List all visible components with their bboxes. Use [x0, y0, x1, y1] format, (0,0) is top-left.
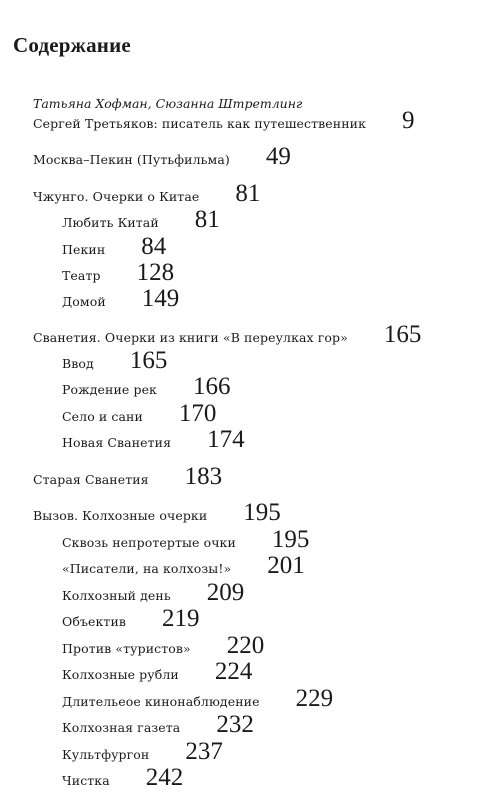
toc-entry-title: Колхозная газета: [62, 720, 181, 735]
toc-entry[interactable]: [62, 374, 230, 399]
toc-entry[interactable]: [33, 181, 260, 206]
toc-entry[interactable]: [33, 500, 281, 525]
toc-entry-page: 165: [383, 321, 422, 348]
toc-entry[interactable]: [62, 765, 183, 790]
toc-entry-preface[interactable]: [33, 108, 415, 133]
toc-entry-title: Театр: [62, 268, 101, 283]
toc-entry[interactable]: [62, 207, 220, 232]
toc-entry-title: Рождение рек: [62, 382, 157, 397]
toc-entry-page: 229: [295, 685, 334, 712]
toc-entry-page: 49: [265, 143, 291, 170]
toc-entry[interactable]: [62, 712, 254, 737]
toc-entry-title: Чжунго. Очерки о Китае: [33, 189, 200, 204]
toc-entry-title: Против «туристов»: [62, 641, 191, 656]
toc-entry-title: Домой: [62, 294, 106, 309]
toc-entry[interactable]: [33, 464, 222, 489]
toc-entry[interactable]: [62, 580, 244, 605]
toc-entry-title: Колхозные рубли: [62, 667, 179, 682]
toc-entry-title: Чистка: [62, 773, 110, 788]
toc-entry-page: 237: [185, 738, 223, 765]
toc-entry[interactable]: [62, 427, 245, 452]
page-title: Содержание: [13, 33, 131, 57]
toc-entry-page: 170: [178, 400, 217, 427]
toc-entry-page: 165: [129, 347, 168, 374]
toc-entry-title: Вызов. Колхозные очерки: [33, 508, 208, 523]
toc-entry[interactable]: [62, 401, 216, 426]
toc-entry[interactable]: [62, 686, 333, 711]
toc-entry[interactable]: [62, 659, 252, 684]
toc-entry-title: Культфургон: [62, 747, 150, 762]
toc-entry[interactable]: [33, 144, 291, 169]
toc-entry-page: 224: [214, 658, 253, 685]
toc-entry-page: 232: [216, 711, 254, 738]
toc-entry[interactable]: [62, 553, 305, 578]
toc-entry-title: «Писатели, на колхозы!»: [62, 561, 232, 576]
toc-entry[interactable]: [62, 633, 264, 658]
toc-entry-title: Новая Сванетия: [62, 435, 172, 450]
toc-entry-title: Ввод: [62, 356, 94, 371]
toc-entry-title: Сванетия. Очерки из книги «В переулках гор»: [33, 330, 348, 345]
toc-entry[interactable]: [33, 322, 421, 347]
toc-entry-title: Объектив: [62, 614, 127, 629]
toc-entry-title: Колхозный день: [62, 588, 171, 603]
toc-entry-page: 242: [145, 764, 184, 791]
toc-entry-page: 220: [226, 632, 265, 659]
toc-entry[interactable]: [62, 348, 167, 373]
toc-entry-page: 9: [402, 107, 415, 134]
toc-entry-page: 149: [141, 285, 180, 312]
toc-entry-title: Любить Китай: [62, 215, 159, 230]
toc-entry-page: 81: [235, 180, 261, 207]
toc-entry[interactable]: [62, 606, 200, 631]
toc-entry-title: Пекин: [62, 242, 106, 257]
toc-entry-title: Длительеое кинонаблюдение: [62, 694, 260, 709]
toc-entry-page: 183: [184, 463, 223, 490]
toc-entry-page: 81: [194, 206, 220, 233]
toc-entry-page: 209: [206, 579, 245, 606]
toc-entry-title: Москва–Пекин (Путьфильма): [33, 152, 230, 167]
toc-entry-title: Сергей Третьяков: писатель как путешественник: [33, 116, 366, 131]
toc-entry[interactable]: [62, 234, 166, 259]
toc-entry[interactable]: [62, 527, 309, 552]
toc-entry[interactable]: [62, 260, 174, 285]
toc-entry-page: 166: [192, 373, 231, 400]
toc-entry-page: 201: [267, 552, 305, 579]
toc-entry-page: 84: [141, 233, 167, 260]
toc-entry-page: 195: [243, 499, 281, 526]
toc-entry[interactable]: [62, 739, 223, 764]
toc-entry-title: Сквозь непротертые очки: [62, 535, 236, 550]
toc-entry-title: Село и сани: [62, 409, 143, 424]
toc-entry-page: 174: [207, 426, 245, 453]
toc-entry[interactable]: [62, 286, 179, 311]
toc-entry-page: 219: [162, 605, 200, 632]
toc-entry-page: 195: [271, 526, 310, 553]
preface-author: Татьяна Хофман, Сюзанна Штретлинг: [33, 96, 303, 111]
toc-entry-title: Старая Сванетия: [33, 472, 149, 487]
toc-entry-page: 128: [136, 259, 175, 286]
